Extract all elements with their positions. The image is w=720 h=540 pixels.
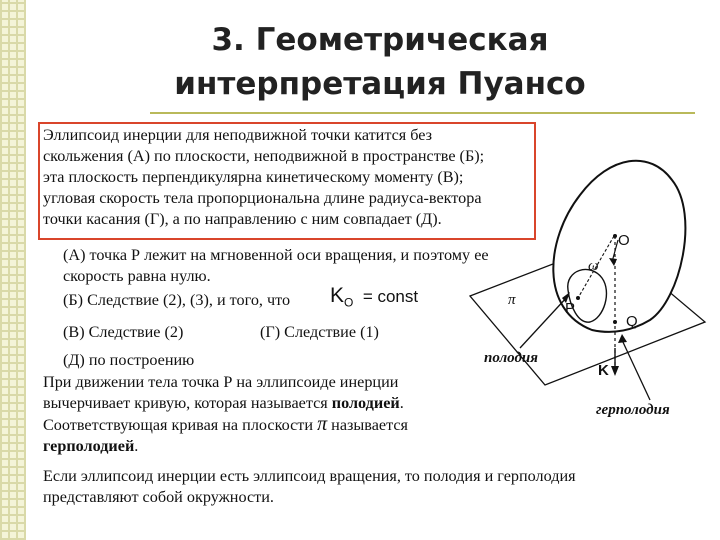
label-omega: ω — [588, 258, 599, 274]
item-d: (Д) по построению — [63, 351, 195, 369]
title-line-1: 3. Геометрическая — [211, 22, 549, 58]
box-line: скольжения (А) по плоскости, неподвижной в пространстве (Б); — [43, 147, 485, 165]
label-q: Q — [626, 313, 638, 330]
item-b: (Б) Следствие (2), (3), и того, что — [63, 291, 291, 309]
movement-text: . — [399, 394, 404, 412]
polodia-pointer — [520, 296, 568, 348]
k-arrowhead — [611, 366, 619, 376]
box-line: Эллипсоид инерции для неподвижной точки катится без — [43, 126, 433, 144]
box-line: эта плоскость перпендикулярна кинетическому моменту (В); — [43, 168, 464, 186]
point-q — [613, 320, 617, 324]
formula-rest: = const — [362, 287, 419, 306]
label-o: O — [618, 232, 630, 249]
pi-symbol: π — [317, 413, 328, 435]
term-polodia: полодией — [331, 394, 400, 412]
box-line: угловая скорость тела пропорциональна длине радиуса-вектора — [43, 189, 482, 207]
movement-text: Соответствующая кривая на плоскости — [43, 416, 318, 434]
point-o — [613, 234, 617, 238]
formula-k: K — [330, 284, 345, 307]
title-line-2: интерпретация Пуансо — [174, 66, 586, 102]
label-herpolodia: герполодия — [596, 402, 670, 418]
item-a-line-2: скорость равна нулю. — [63, 267, 211, 285]
herpolodia-pointer-head — [618, 334, 627, 343]
box-line: точки касания (Г), а по направлению с ним совпадает (Д). — [43, 210, 442, 228]
label-pi: π — [508, 292, 516, 308]
movement-text: вычерчивает кривую, которая называется — [43, 394, 332, 412]
item-a-line-1: (А) точка Р лежит на мгновенной оси вращения, и поэтому ее — [63, 246, 489, 264]
item-g: (Г) Следствие (1) — [260, 323, 379, 341]
movement-text: называется — [327, 416, 408, 434]
item-v: (В) Следствие (2) — [63, 323, 184, 341]
final-line-1: Если эллипсоид инерции есть эллипсоид вращения, то полодия и герполодия — [43, 467, 576, 485]
movement-line-1: При движении тела точка Р на эллипсоиде инерции — [43, 373, 399, 391]
movement-text: . — [134, 437, 139, 455]
formula-sub: O — [344, 295, 354, 310]
point-p — [576, 296, 580, 300]
label-polodia: полодия — [484, 350, 538, 366]
final-line-2: представляют собой окружности. — [43, 488, 274, 506]
label-p: P — [565, 300, 576, 317]
term-herpolodia: герполодией — [43, 437, 135, 455]
label-k: K — [598, 362, 609, 379]
